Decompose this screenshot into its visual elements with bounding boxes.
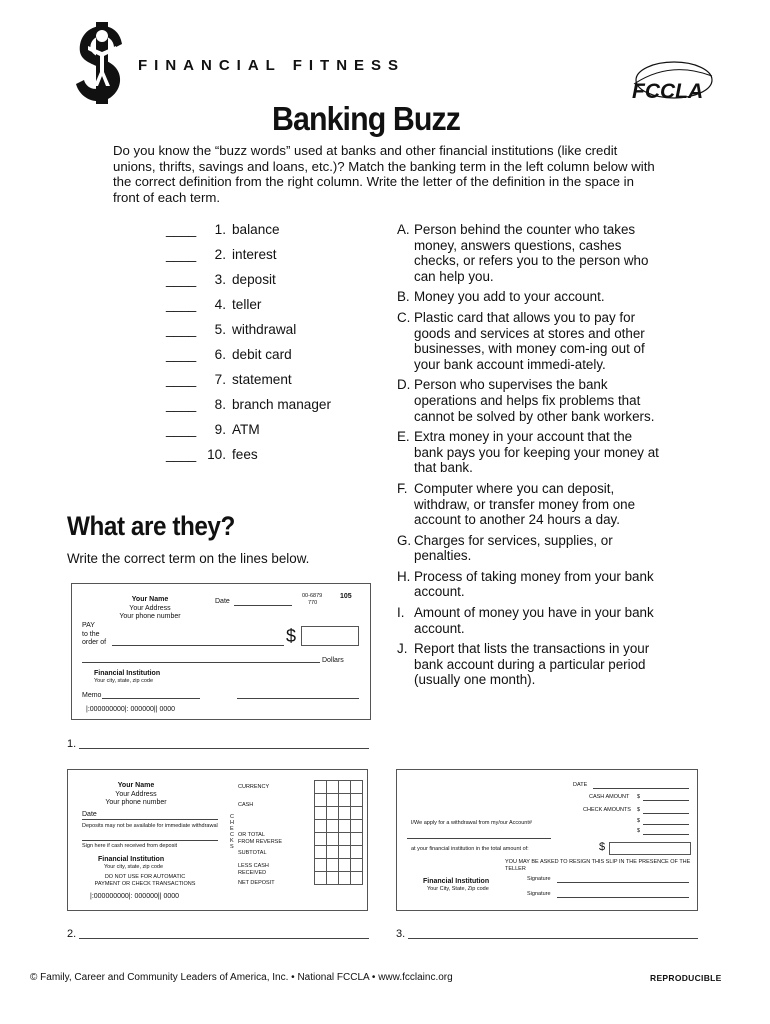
definitions-list <box>397 222 659 693</box>
section-instruction: Write the correct term on the lines below. <box>67 551 310 566</box>
definition-item: B. Money you add to your account. <box>397 289 605 305</box>
answer-3-line[interactable] <box>408 938 698 939</box>
term-item: ____ 3. deposit <box>166 272 276 287</box>
definition-item: A. Person behind the counter who takes money, answers questions, cashes checks, or refers you to the person who can help you. <box>397 222 649 284</box>
svg-text:FCCLA: FCCLA <box>632 80 704 103</box>
term-item: ____ 6. debit card <box>166 347 292 362</box>
section-heading: What are they? <box>67 511 235 541</box>
term-item: ____ 1. balance <box>166 222 280 237</box>
term-item: ____ 8. branch manager <box>166 397 331 412</box>
withdrawal-slip-image: DATE CASH AMOUNT $ CHECK AMOUNTS $ $ $ I/We apply for a withdrawal from my/our Account# at your financial institution in the total amount of: $ YOU MAY BE ASKED TO RESIGN THIS SLIP IN THE PRESENCE OF THE TELLER Financial Institution Your City, State, Zip code Signature Signature <box>396 769 698 911</box>
definition-item: J. Report that lists the transactions in your bank account during a particular period (usually one month). <box>397 641 650 688</box>
footer-copyright: © Family, Career and Community Leaders of America, Inc. • National FCCLA • www.fcclainc.org <box>30 972 453 983</box>
answer-3-label: 3. <box>396 928 406 940</box>
definition-item: G. Charges for services, supplies, or penalties. <box>397 532 613 564</box>
page-title: Banking Buzz <box>272 100 460 137</box>
term-item: ____ 10. fees <box>166 447 258 462</box>
term-item: ____ 4. teller <box>166 297 262 312</box>
answer-1-label: 1. <box>67 738 77 750</box>
definition-item: D. Person who supervises the bank operations and helps fix problems that cannot be solved by other bank workers. <box>397 377 655 424</box>
term-item: ____ 9. ATM <box>166 422 260 437</box>
terms-list <box>166 222 331 472</box>
financial-fitness-logo-icon <box>72 22 132 104</box>
definition-item: E. Extra money in your account that the bank pays you for keeping your money at that bank. <box>397 429 659 476</box>
answer-1-line[interactable] <box>79 748 369 749</box>
intro-text: Do you know the “buzz words” used at banks and other financial institutions (like credit unions, thrifts, savings and loans, etc.)? Match the banking term in the left column below with the correct definition from the right column. Write the letter of the definition in the space in front of each term. <box>113 143 655 205</box>
definition-item: I. Amount of money you have in your bank account. <box>397 605 654 636</box>
footer-reproducible: REPRODUCIBLE <box>650 973 722 983</box>
answer-2-label: 2. <box>67 928 77 940</box>
term-item: ____ 7. statement <box>166 372 292 387</box>
answer-2-line[interactable] <box>79 938 369 939</box>
definition-item: H. Process of taking money from your bank account. <box>397 568 654 600</box>
check-image: Your Name Your Address Your phone number Date 00-6879 770 105 PAY to the order of $ Dollars Financial Institution Your city, state, zip code Memo |:000000000|: 000000|| 0000 <box>71 583 371 720</box>
deposit-slip-image: Your Name Your Address Your phone number Date Deposits may not be available for immediate withdrawal Sign here if cash received from deposit Financial Institution Your city, state, zip code DO NOT USE FOR AUTOMATIC PAYMENT OR CHECK TRANSACTIONS |:000000000|: 000000|| 0000 CURRENCY CASH C H E C K S OR TOTAL FROM REVERSE SUBTOTAL LESS CASH RECEIVED NET DEPOSIT <box>67 769 368 911</box>
term-item: ____ 5. withdrawal <box>166 322 297 337</box>
brand-title: FINANCIAL FITNESS <box>138 57 406 74</box>
term-item: ____ 2. interest <box>166 247 277 262</box>
definition-item: F. Computer where you can deposit, withdraw, or transfer money from one account to another 24 hours a day. <box>397 480 636 528</box>
fccla-logo-icon <box>624 58 716 108</box>
definition-item: C. Plastic card that allows you to pay for goods and services at stores and other businesses, with money com-ing out of your bank account immedi-ately. <box>397 309 645 372</box>
